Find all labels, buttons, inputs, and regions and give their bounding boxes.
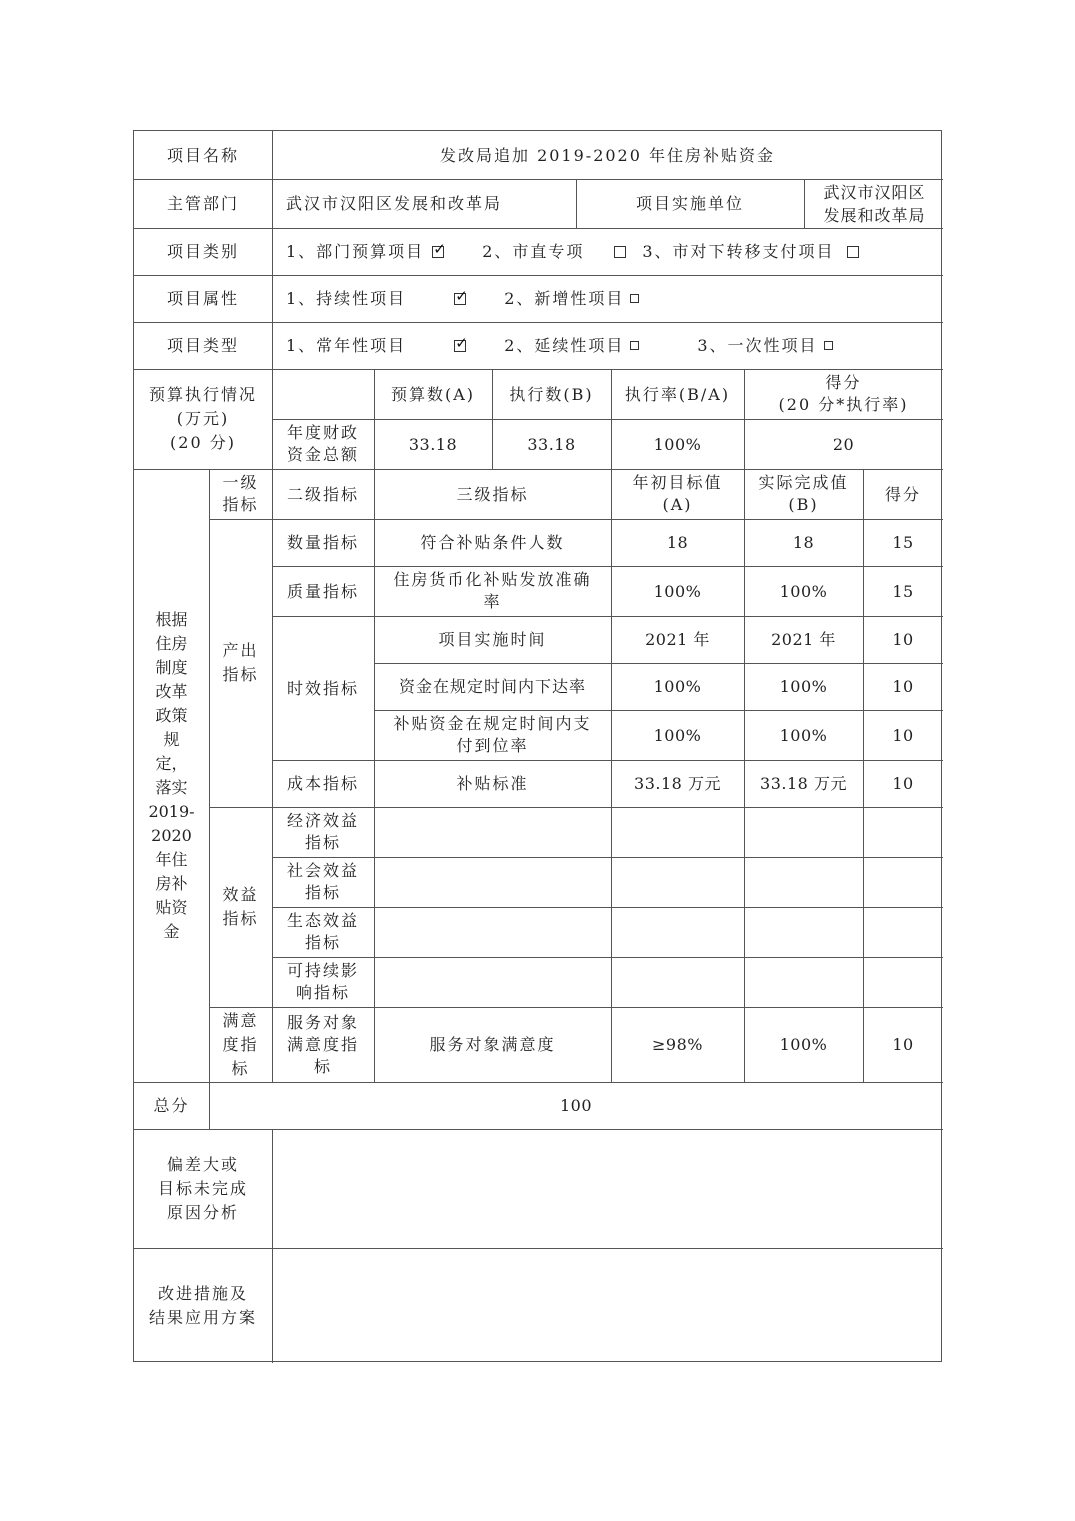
attribute-options: [272, 275, 943, 322]
budget-col-budget: 预算数(A): [390, 384, 476, 404]
row-target: 33.18 万元: [634, 774, 721, 793]
rate-value: 100%: [653, 434, 702, 454]
project-name-label: 项目名称: [166, 145, 239, 165]
row-target: 18: [666, 533, 689, 552]
header-actual: 实际完成值 (B): [758, 473, 849, 514]
impl-unit-value: 武汉市汉阳区发展和改革局: [823, 182, 926, 225]
row-target: 100%: [653, 677, 702, 696]
satisfaction-indicator-label: 满意 度指 标: [222, 1010, 259, 1078]
type-option-2-checkbox[interactable]: [630, 341, 639, 350]
benefit-indicator-label: 效益 指标: [222, 885, 259, 928]
row-actual: 2021 年: [771, 630, 836, 649]
row-score: 10: [892, 1035, 914, 1054]
budget-col-exec: 执行数(B): [509, 384, 594, 404]
row-actual: 33.18 万元: [760, 774, 847, 793]
attribute-option-1-checkbox[interactable]: [454, 293, 466, 305]
type-option-1: 1、常年性项目: [286, 336, 407, 355]
improvement-plan-label: 改进措施及 结果应用方案: [148, 1283, 257, 1327]
budget-execution-label: 预算执行情况 (万元) (20 分): [148, 385, 257, 452]
type-option-3: 3、一次性项目: [697, 336, 818, 355]
row-score: 10: [892, 677, 914, 696]
category-option-3: 3、市对下转移支付项目: [642, 242, 835, 261]
row-name: 项目实施时间: [438, 630, 547, 649]
output-indicator-label: 产出 指标: [222, 641, 259, 684]
performance-evaluation-table: [133, 130, 942, 1362]
row-name: 符合补贴条件人数: [420, 533, 565, 552]
category-option-3-checkbox[interactable]: [847, 246, 859, 258]
header-score: 得分: [884, 484, 921, 504]
category-options: [272, 228, 943, 275]
row-score: 10: [892, 630, 914, 649]
economic-benefit-indicator: 经济效益 指标: [286, 811, 359, 852]
budget-col-rate: 执行率(B/A): [624, 384, 731, 404]
total-label: 总分: [153, 1096, 190, 1115]
attribute-option-2-checkbox[interactable]: [630, 294, 639, 303]
row-actual: 100%: [779, 1035, 828, 1054]
row-name: 补贴标准: [456, 774, 529, 793]
deviation-analysis-label: 偏差大或 目标未完成 原因分析: [157, 1154, 248, 1222]
row-name: 补贴资金在规定时间内支 付到位率: [393, 714, 592, 755]
project-name-value: 发改局追加 2019-2020 年住房补贴资金: [439, 145, 776, 165]
ecological-benefit-indicator: 生态效益 指标: [286, 911, 359, 952]
exec-value: 33.18: [527, 434, 576, 454]
row-actual: 100%: [779, 581, 828, 601]
row-name: 服务对象满意度: [429, 1035, 556, 1054]
row-score: 10: [892, 774, 914, 793]
budget-value: 33.18: [408, 434, 458, 454]
row-actual: 100%: [779, 725, 828, 745]
total-value: 100: [559, 1096, 593, 1115]
category-option-2: 2、市直专项: [482, 242, 585, 261]
row-target: ≥98%: [652, 1035, 703, 1054]
service-satisfaction-indicator: 服务对象 满意度指 标: [286, 1012, 359, 1076]
budget-col-score: 得分 (20 分*执行率): [778, 373, 909, 414]
row-score: 15: [892, 581, 914, 601]
category-option-1: 1、部门预算项目: [286, 242, 425, 261]
row-actual: 18: [792, 533, 815, 552]
social-benefit-indicator: 社会效益 指标: [286, 861, 359, 902]
category-option-1-checkbox[interactable]: [432, 246, 444, 258]
header-level3: 三级指标: [456, 484, 529, 504]
type-option-2: 2、延续性项目: [504, 336, 625, 355]
category-option-2-checkbox[interactable]: [614, 246, 626, 258]
row-actual: 100%: [779, 677, 828, 696]
budget-score-value: 20: [832, 434, 855, 454]
row-score: 10: [892, 725, 914, 745]
row-target: 100%: [653, 725, 702, 745]
type-option-1-checkbox[interactable]: [454, 340, 466, 352]
dept-label: 主管部门: [166, 194, 239, 213]
attribute-option-1: 1、持续性项目: [286, 289, 407, 308]
cost-indicator: 成本指标: [286, 774, 359, 793]
attribute-option-2: 2、新增性项目: [504, 289, 625, 308]
row-score: 15: [892, 533, 914, 552]
attribute-label: 项目属性: [166, 289, 239, 308]
type-option-3-checkbox[interactable]: [824, 341, 833, 350]
quantity-indicator: 数量指标: [286, 533, 359, 552]
dept-value: 武汉市汉阳区发展和改革局: [286, 194, 503, 213]
row-name: 资金在规定时间内下达率: [398, 677, 586, 696]
performance-goal: 根据住房制度改革政策规定，落实 2019-2020 年住房补贴资金: [148, 609, 195, 941]
header-level2: 二级指标: [286, 484, 359, 504]
timeliness-indicator: 时效指标: [286, 678, 359, 698]
quality-indicator: 质量指标: [286, 581, 359, 601]
improvement-plan-content[interactable]: [272, 1248, 943, 1363]
deviation-analysis-content[interactable]: [272, 1129, 943, 1248]
row-name: 住房货币化补贴发放准确 率: [393, 570, 592, 611]
impl-unit-label: 项目实施单位: [635, 194, 744, 213]
row-target: 100%: [653, 581, 702, 601]
row-target: 2021 年: [645, 630, 710, 649]
header-level1: 一级 指标: [222, 473, 259, 514]
type-options: [272, 322, 943, 369]
type-label: 项目类型: [166, 336, 239, 355]
annual-funds-label: 年度财政 资金总额: [286, 423, 359, 464]
category-label: 项目类别: [166, 242, 239, 261]
sustainable-impact-indicator: 可持续影 响指标: [286, 961, 359, 1002]
header-target: 年初目标值 (A): [632, 473, 723, 514]
